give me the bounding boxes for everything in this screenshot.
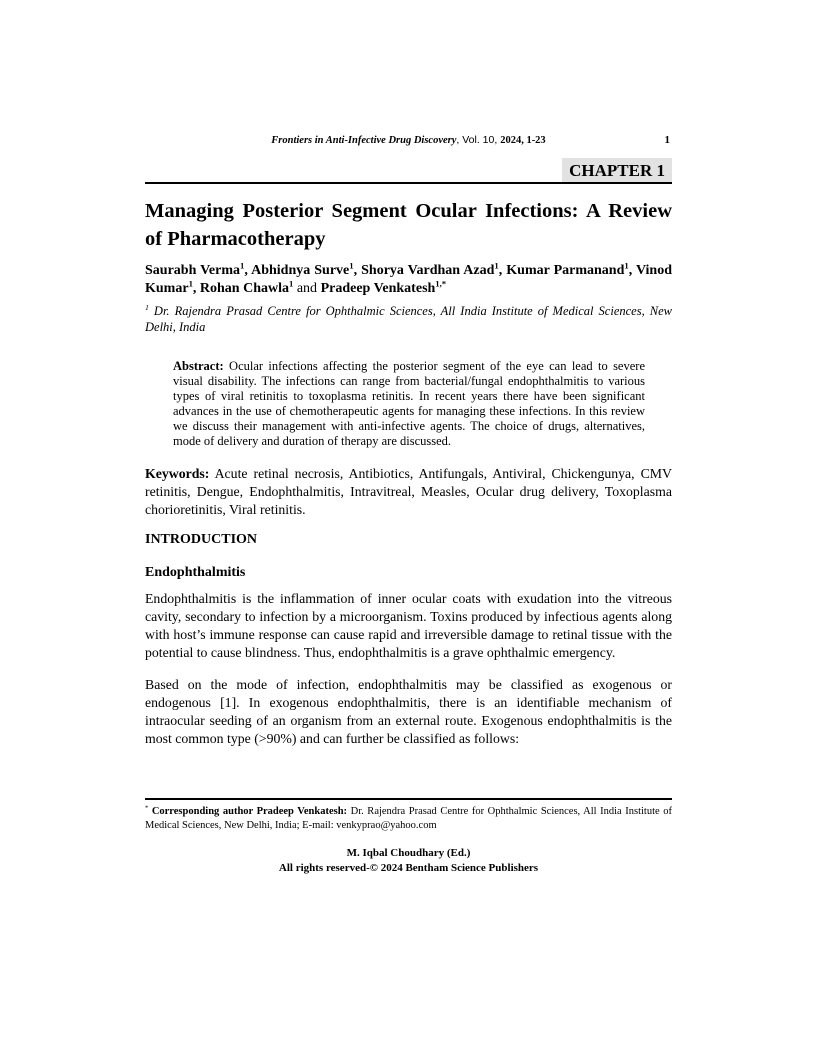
affiliation-text: Dr. Rajendra Prasad Centre for Ophthalmic Sciences, All India Institute of Medical Sciences, New Delhi, India [145, 304, 672, 334]
year-pages: 2024, 1-23 [500, 135, 546, 146]
page-content [145, 0, 672, 748]
chapter-rule [145, 158, 672, 184]
author-separator: , [498, 263, 507, 278]
volume-info: , Vol. 10, [456, 134, 501, 146]
chapter-badge: CHAPTER 1 [562, 158, 672, 182]
author-name: Rohan Chawla$^1$ [199, 278, 294, 296]
journal-title: Frontiers in Anti-Infective Drug Discovery [271, 135, 457, 146]
author-name: Saurabh Verma$^1$, [145, 260, 252, 278]
footnote-asterisk: * [145, 804, 149, 812]
paragraph-endophthalmitis-definition: Endophthalmitis is the inflammation of inner ocular coats with exudation into the vitreous cavity, secondary to infection by a microorganism. Toxins produced by infectious agents along with host’s immune response can cause rapid and irreversible damage to retinal tissue with the potential to cause blindness. Thus, endophthalmitis is a grave ophthalmic emergency. [145, 591, 672, 660]
corresponding-author-footnote [145, 805, 672, 833]
author-name: Pradeep Venkatesh$^{1,*}$ [320, 278, 447, 296]
introduction-heading: INTRODUCTION [145, 532, 258, 547]
author-separator: , [353, 263, 362, 278]
keywords-label: Keywords: [145, 466, 210, 481]
author-name: Shorya Vardhan Azad$^1$, [361, 260, 507, 278]
footnote-label: Corresponding author Pradeep Venkatesh: [151, 806, 348, 817]
paragraph-classification: Based on the mode of infection, endophthalmitis may be classified as exogenous or endogenous [1]. In exogenous endophthalmitis, there is an identifiable mechanism of intraocular seeding of an organism from an external route. Exogenous endophthalmitis is the most common type (>90%) and can further be classified as follows: [145, 677, 672, 746]
author-name: Vinod Kumar$^1$, [145, 263, 673, 296]
author-separator: and [293, 281, 321, 296]
abstract-label: Abstract: [173, 359, 224, 373]
running-head [145, 133, 672, 148]
author-separator: , [244, 263, 252, 278]
abstract-text: Ocular infections affecting the posterior segment of the eye can lead to severe visual disability. The infections can range from bacterial/fungal endophthalmitis to various types of viral retinitis to toxoplasma retinitis. In recent years there have been significant advances in the use of chemotherapeutic agents for managing these infections. In this review we discuss their management with anti-infective agents. The choice of drugs, alternatives, mode of delivery and duration of therapy are discussed. [173, 359, 645, 448]
imprint [145, 846, 672, 875]
chapter-title: Managing Posterior Segment Ocular Infections: A Review of Pharmacotherapy [145, 200, 672, 250]
keywords-text: Acute retinal necrosis, Antibiotics, Antifungals, Antiviral, Chickengunya, CMV retinitis, Dengue, Endophthalmitis, Intravitreal, Measles, Ocular drug delivery, Toxoplasma chorioretinitis, Viral retinitis. [145, 466, 672, 517]
affiliation [145, 303, 672, 335]
author-superscript: 1 [289, 278, 294, 289]
abstract [173, 359, 645, 449]
author-superscript: 1 [624, 260, 629, 271]
keywords [145, 465, 672, 519]
author-superscript: 1 [349, 260, 354, 271]
page-number: 1 [664, 134, 670, 146]
editor-line: M. Iqbal Choudhary (Ed.) [346, 847, 471, 859]
author-name: Kumar Parmanand$^1$, [506, 260, 636, 278]
author-superscript: 1,* [435, 278, 447, 289]
author-separator: , [192, 281, 200, 296]
author-name: Abhidnya Surve$^1$, [251, 260, 362, 278]
author-separator: , [628, 263, 636, 278]
footnote-block [145, 798, 672, 875]
authors-line [145, 262, 672, 298]
footnote-text: Dr. Rajendra Prasad Centre for Ophthalmic Sciences, All India Institute of Medical Sciences, New Delhi, India; E-mail: venkyprao@yahoo.com [145, 806, 672, 831]
affiliation-superscript: 1 [145, 302, 149, 312]
endophthalmitis-heading: Endophthalmitis [145, 565, 246, 580]
author-superscript: 1 [188, 278, 193, 289]
author-superscript: 1 [494, 260, 499, 271]
rights-line: All rights reserved-© 2024 Bentham Science Publishers [278, 861, 539, 874]
author-superscript: 1 [240, 260, 245, 271]
